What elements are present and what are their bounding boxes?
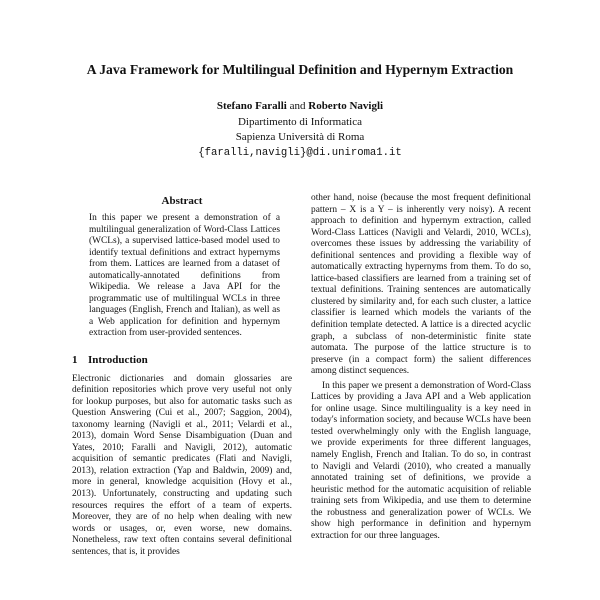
author-conjunction: and bbox=[289, 100, 306, 112]
author-block bbox=[0, 99, 600, 161]
affiliation-university: Sapienza Università di Roma bbox=[235, 131, 365, 143]
abstract-heading: Abstract bbox=[161, 195, 203, 207]
affiliation-department: Dipartimento di Informatica bbox=[237, 115, 362, 128]
section-title: Introduction bbox=[88, 353, 148, 366]
right-column bbox=[311, 193, 531, 542]
author-names bbox=[0, 99, 600, 115]
author-email: {faralli,navigli}@di.uniroma1.it bbox=[198, 146, 402, 159]
section-number: 1 bbox=[72, 353, 78, 366]
author-first: Stefano Faralli bbox=[216, 100, 287, 112]
intro-paragraph-1: Electronic dictionaries and domain glossaries are definition repositories which prove very useful not only for lookup purposes, but also for automatic tasks such as Question Answering (Cui et al., 2007; Saggion, 2004), taxonomy learning (Navigli et al., 2011; Velardi et al., 2013), domain Word Sense Disambiguation (Duan and Yates, 2010; Faralli and Navigli, 2012), automatic acquisition of semantic predicates (Flati and Navigli, 2013), relation extraction (Yap and Baldwin, 2009) and, more in general, knowledge acquisition (Hovy et al., 2013). Unfortunately, constructing and updating such resources requires the effort of a team of experts. Moreover, they are of no help when dealing with new words or usages, or, even worse, new domains. Nonetheless, raw text often contains several definitional sentences, that is, it provides bbox=[72, 373, 292, 557]
left-column bbox=[72, 195, 292, 558]
author-second: Roberto Navigli bbox=[308, 100, 384, 112]
section-heading bbox=[72, 354, 292, 366]
right-paragraph-1: other hand, noise (because the most frequent definitional pattern – X is a Y – is inherently very noisy). A recent approach to definition and hypernym extraction, called Word-Class Lattices (Navigli and Velardi, 2010, WCLs), overcomes these issues by addressing the variability of definitional sentences and providing a flexible way of automatically extracting hypernyms from them. To do so, lattice-based classifiers are learned from a training set of textual definitions. Training sentences are automatically clustered by similarity and, for each such cluster, a lattice classifier is learned which models the variants of the definition template detected. A lattice is a directed acyclic graph, a subclass of non-deterministic finite state automata. The purpose of the lattice structure is to preserve (in a compact form) the salient differences among distinct sequences. bbox=[311, 193, 531, 377]
paper-title: A Java Framework for Multilingual Definition and Hypernym Extraction bbox=[86, 62, 514, 77]
abstract-text: In this paper we present a demonstration of a multilingual generalization of Word-Class Lattices (WCLs), a supervised lattice-based model used to identify textual definitions and extract hypernyms from them. Lattices are learned from a dataset of automatically-annotated definitions from Wikipedia. We release a Java API for the programmatic use of multilingual WCLs in three languages (English, French and Italian), as well as a Web application for definition and hypernym extraction from user-provided sentences. bbox=[89, 213, 280, 338]
right-paragraph-2: In this paper we present a demonstration of Word-Class Lattices by providing a Java API and a Web application for online usage. Since multilinguality is a key need in today's information society, and because WCLs have been tested overwhelmingly only with the English language, we provide experiments for three different languages, namely English, French and Italian. To do so, in contrast to Navigli and Velardi (2010), who created a manually annotated training set of definitions, we provide a heuristic method for the automatic acquisition of reliable training sets from Wikipedia, and use them to determine the robustness and generalization power of WCLs. We show high performance in definition and hypernym extraction for our three languages. bbox=[311, 380, 531, 541]
